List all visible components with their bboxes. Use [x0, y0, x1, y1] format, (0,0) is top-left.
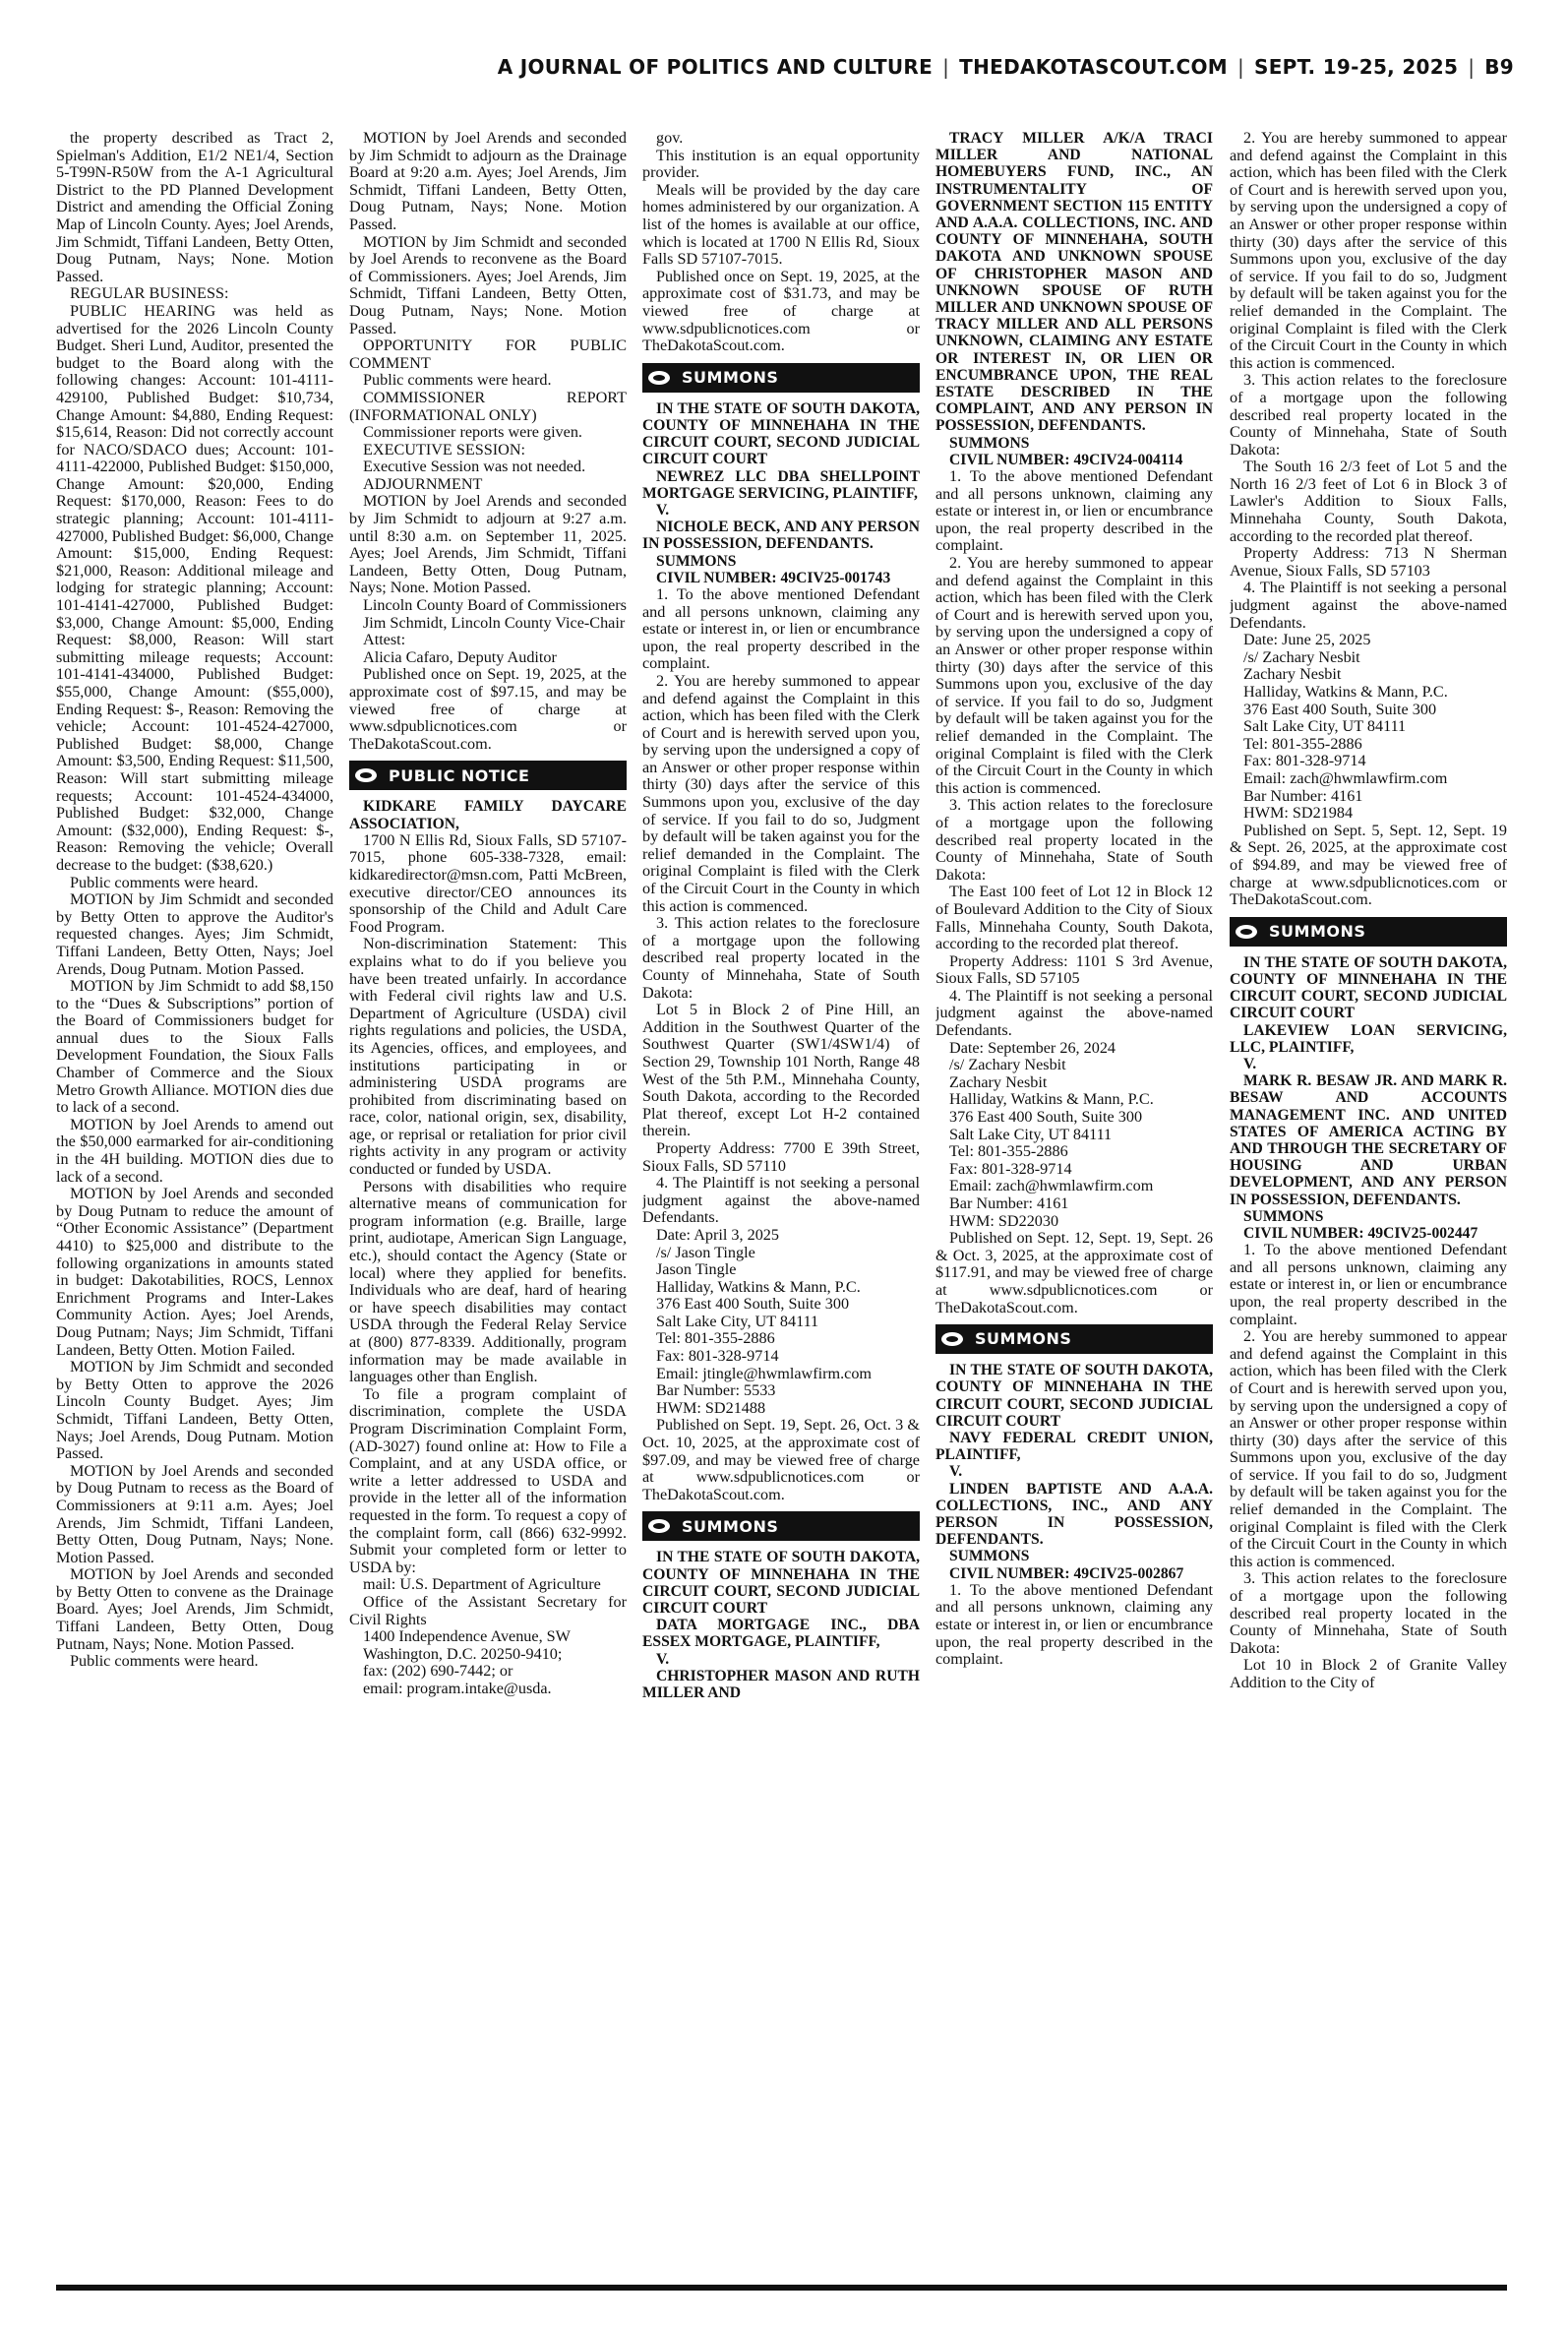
case-caption-line: CIVIL NUMBER: 49CIV24-004114 — [949, 451, 1183, 468]
notice-paragraph: 1. To the above mentioned Defendant and all persons unknown, claiming any estate or interest in, or lien or encumbrance upon, the real property described in the complaint. — [935, 467, 1213, 555]
case-caption-line: KIDKARE FAMILY DAYCARE ASSOCIATION, — [349, 798, 627, 832]
notice-paragraph: MOTION by Jim Schmidt and seconded by Betty Otten to approve the 2026 Lincoln County Budget. Ayes; Jim Schmidt, Tiffani Landeen, Betty Otten, Nays; Joel Arends, Doug Putnam. Motion Passed. — [56, 1358, 333, 1463]
case-caption-line: NICHOLE BECK, AND ANY PERSON IN POSSESSION, DEFENDANTS. — [642, 519, 920, 553]
notice-paragraph: MOTION by Joel Arends and seconded by Jim Schmidt to adjourn at 9:27 a.m. until 8:30 a.m. on September 11, 2025. Ayes; Joel Arends, Jim Schmidt, Tiffani Landeen, Betty Otten, Doug Putnam, Nays; None. Motion Passed. — [349, 492, 627, 597]
section-banner — [642, 363, 920, 393]
notice-paragraph: Salt Lake City, UT 84111 — [1243, 717, 1407, 736]
scout-logo-icon — [642, 1511, 676, 1541]
section-banner — [349, 761, 627, 790]
section-banner — [1230, 917, 1507, 947]
section-banner-label: SUMMONS — [682, 367, 779, 387]
section-banner — [642, 1511, 920, 1541]
notice-paragraph: 2. You are hereby summoned to appear and defend against the Complaint in this action, which has been filed with the Clerk of Court and is herewith served upon you, by serving upon the undersigned a copy of an Answer or other proper response within thirty (30) days after the service of this Summons upon you, exclusive of the day of service. If you fail to do so, Judgment by default will be taken against you for the relief demanded in the Complaint. The original Complaint is filed with the Clerk of the Circuit Court in the County in which this action is commenced. — [1230, 1327, 1507, 1570]
notice-paragraph: /s/ Zachary Nesbit — [1243, 647, 1360, 666]
notice-paragraph: HWM: SD21984 — [1243, 804, 1354, 823]
notice-paragraph: Email: zach@hwmlawfirm.com — [949, 1177, 1154, 1195]
scout-logo-icon — [935, 1324, 969, 1354]
notice-paragraph: 4. The Plaintiff is not seeking a personal judgment against the above-named Defendants. — [1230, 579, 1507, 632]
header-divider: | — [1468, 55, 1476, 79]
notice-paragraph: EXECUTIVE SESSION: — [363, 440, 526, 459]
notice-paragraph: Public comments were heard. — [70, 1652, 259, 1671]
header-divider: | — [942, 55, 950, 79]
notice-paragraph: Salt Lake City, UT 84111 — [949, 1125, 1113, 1143]
notice-paragraph: /s/ Zachary Nesbit — [949, 1056, 1066, 1074]
notice-paragraph: gov. — [656, 130, 684, 147]
notice-paragraph: Tel: 801-355-2886 — [656, 1329, 775, 1348]
section-banner-label: PUBLIC NOTICE — [389, 765, 530, 785]
case-caption-line: TRACY MILLER A/K/A TRACI MILLER AND NATIONAL HOMEBUYERS FUND, INC., AN INSTRUMENTALITY OF GOVERNMENT SECTION 115 ENTITY AND A.A.A. COLLECTIONS, INC. AND COUNTY OF MINNEHAHA, SOUTH DAKOTA AND UNKNOWN SPOUSE OF CHRISTOPHER MASON AND UNKNOWN SPOUSE OF RUTH MILLER AND UNKNOWN SPOUSE OF TRACY MILLER AND ALL PERSONS UNKNOWN, CLAIMING ANY ESTATE OR INTEREST IN, OR LIEN OR ENCUMBRANCE UPON, THE REAL ESTATE DESCRIBED IN THE COMPLAINT, AND ANY PERSON IN POSSESSION, DEFENDANTS. — [935, 130, 1213, 435]
site-url[interactable]: THEDAKOTASCOUT.COM — [959, 55, 1228, 79]
notice-paragraph: Published on Sept. 5, Sept. 12, Sept. 19 & Sept. 26, 2025, at the approximate cost of $94.89, and may be viewed free of charge at www.sdpublicnotices.com or TheDakotaScout.com. — [1230, 821, 1507, 909]
notice-paragraph: Attest: — [363, 631, 406, 649]
notice-paragraph: 376 East 400 South, Suite 300 — [656, 1295, 850, 1314]
notice-paragraph: Published once on Sept. 19, 2025, at the approximate cost of $97.15, and may be viewed free of charge at www.sdpublicnotices.com or TheDakotaScout.com. — [349, 665, 627, 753]
notice-paragraph: Date: April 3, 2025 — [656, 1225, 779, 1244]
case-caption-line: V. — [1243, 1055, 1257, 1072]
issue-dates: SEPT. 19-25, 2025 — [1254, 55, 1459, 79]
notice-paragraph: Meals will be provided by the day care homes administered by our organization. A list of the homes is available at our office, which is located at 1700 N Ellis Rd, Sioux Falls SD 57107-7015. — [642, 180, 920, 269]
notice-paragraph: HWM: SD21488 — [656, 1398, 766, 1417]
notice-paragraph: Public comments were heard. — [70, 873, 259, 891]
notice-paragraph: Lot 5 in Block 2 of Pine Hill, an Addition in the Southwest Quarter of the Southwest Quarter (SW1/4SW1/4) of Section 29, Township 101 North, Range 48 West of the 5th P.M., Minnehaha County, South Dakota, according to the Recorded Plat thereof, except Lot H-2 contained therein. — [642, 1001, 920, 1140]
notice-paragraph: Bar Number: 5533 — [656, 1381, 776, 1400]
notice-paragraph: Non-discrimination Statement: This explains what to do if you believe you have been treated unfairly. In accordance with Federal civil rights law and U.S. Department of Agriculture (USDA) civil rights regulations and policies, the USDA, its Agencies, offices, and employees, and institutions participating in or administering USDA programs are prohibited from discriminating based on race, color, national origin, sex, disability, age, or reprisal or retaliation for prior civil rights activity in any program or activity conducted or funded by USDA. — [349, 935, 627, 1179]
column-3 — [642, 130, 920, 2283]
notice-paragraph: The East 100 feet of Lot 12 in Block 12 of Boulevard Addition to the City of Sioux Falls, Minnehaha County, South Dakota, according to the recorded plat thereof. — [935, 883, 1213, 953]
notice-paragraph: 1400 Independence Avenue, SW — [363, 1627, 571, 1646]
notice-paragraph: Halliday, Watkins & Mann, P.C. — [949, 1090, 1154, 1109]
case-caption-line: CIVIL NUMBER: 49CIV25-001743 — [656, 569, 891, 586]
case-caption-line: NAVY FEDERAL CREDIT UNION, PLAINTIFF, — [935, 1429, 1213, 1464]
notice-paragraph: 1. To the above mentioned Defendant and all persons unknown, claiming any estate or interest in, or lien or encumbrance upon, the real property described in the complaint. — [642, 584, 920, 673]
column-4 — [935, 130, 1213, 2283]
notice-paragraph: MOTION by Joel Arends to amend out the $50,000 earmarked for air-conditioning in the 4H building. MOTION dies due to lack of a second. — [56, 1115, 333, 1186]
page-header — [39, 49, 1514, 85]
notice-paragraph: MOTION by Joel Arends and seconded by Doug Putnam to recess as the Board of Commissioners at 9:11 a.m. Ayes; Joel Arends, Jim Schmidt, Tiffani Landeen, Betty Otten, Doug Putnam, Nays; None. Motion Passed. — [56, 1461, 333, 1566]
notice-paragraph: Fax: 801-328-9714 — [656, 1347, 779, 1366]
case-caption-line: V. — [949, 1463, 963, 1481]
notice-paragraph: 2. You are hereby summoned to appear and defend against the Complaint in this action, which has been filed with the Clerk of Court and is herewith served upon you, by serving upon the undersigned a copy of an Answer or other proper response within thirty (30) days after the service of this Summons upon you, exclusive of the day of service. If you fail to do so, Judgment by default will be taken against you for the relief demanded in the Complaint. The original Complaint is filed with the Clerk of the Circuit Court in the County in which this action is commenced. — [1230, 130, 1507, 372]
bottom-rule — [56, 2285, 1507, 2291]
column-5 — [1230, 130, 1507, 2283]
notice-paragraph: fax: (202) 690-7442; or — [363, 1662, 513, 1681]
section-banner-label: SUMMONS — [1269, 921, 1366, 941]
notice-paragraph: Office of the Assistant Secretary for Civil Rights — [349, 1592, 627, 1628]
notice-paragraph: Persons with disabilities who require alternative means of communication for program information (e.g. Braille, large print, audiotape, American Sign Language, etc.), should contact the Agency (State or local) where they applied for benefits. Individuals who are deaf, hard of hearing or have speech disabilities may contact USDA through the Federal Relay Service at (800) 877-8339. Additionally, program information may be made available in languages other than English. — [349, 1177, 627, 1386]
notice-paragraph: 3. This action relates to the foreclosure of a mortgage upon the following described real property located in the County of Minnehaha, State of South Dakota: — [1230, 371, 1507, 459]
notice-paragraph: MOTION by Joel Arends and seconded by Jim Schmidt to adjourn as the Drainage Board at 9:20 a.m. Ayes; Joel Arends, Jim Schmidt, Tiffani Landeen, Betty Otten, Doug Putnam, Nays; None. Motion Passed. — [349, 130, 627, 233]
column-1 — [56, 130, 333, 2283]
notice-paragraph: Published once on Sept. 19, 2025, at the approximate cost of $31.73, and may be viewed free of charge at www.sdpublicnotices.com or TheDakotaScout.com. — [642, 267, 920, 355]
notice-paragraph: mail: U.S. Department of Agriculture — [363, 1575, 601, 1594]
notice-paragraph: PUBLIC HEARING was held as advertised for the 2026 Lincoln County Budget. Sheri Lund, Auditor, presented the budget to the Board along with the following changes: Account: 101-4111-429100, Published Budget: $10,734, Change Amount: $4,880, Ending Request: $15,614, Reason: Did not correctly account for NACO/SDACO dues; Account: 101-4111-422000, Published Budget: $150,000, Change Amount: $20,000, Ending Request: $170,000, Reason: Fees to do strategic planning; Account: 101-4111-427000, Published Budget: $6,000, Change Amount: $15,000, Ending Request: $21,000, Reason: Additional mileage and lodging for strategic planning; Account: 101-4141-427000, Published Budget: $3,000, Change Amount: $5,000, Ending Request: $8,000, Reason: Will start submitting mileage requests; Account: 101-4141-434000, Published Budget: $55,000, Change Amount: ($55,000), Ending Request: $-, Reason: Removing the vehicle; Account: 101-4524-427000, Published Budget: $8,000, Change Amount: $3,500, Ending Request: $11,500, Reason: Will start submitting mileage requests; Account: 101-4524-434000, Published Budget: $32,000, Change Amount: ($32,000), Ending Request: $-, Reason: Removing the vehicle; Overall decrease to the budget: ($38,620.) — [56, 301, 333, 874]
scout-logo-icon — [349, 761, 383, 790]
notice-paragraph: Lincoln County Board of Commissioners — [363, 596, 627, 615]
notice-paragraph: This institution is an equal opportunity provider. — [642, 146, 920, 182]
case-caption-line: V. — [656, 1650, 670, 1668]
case-caption-line: CIVIL NUMBER: 49CIV25-002447 — [1243, 1224, 1478, 1242]
section-banner-label: SUMMONS — [682, 1516, 779, 1536]
case-caption-line: V. — [656, 501, 670, 519]
notice-paragraph: Property Address: 7700 E 39th Street, Sioux Falls, SD 57110 — [642, 1138, 920, 1175]
notice-paragraph: HWM: SD22030 — [949, 1211, 1059, 1230]
scout-logo-icon — [642, 363, 676, 393]
notice-paragraph: MOTION by Jim Schmidt to add $8,150 to the “Dues & Subscriptions” portion of the Board of Commissioners budget for annual dues to the Sioux Falls Development Foundation, the Sioux Falls Chamber of Commerce and the Sioux Metro Growth Alliance. MOTION dies due to lack of a second. — [56, 977, 333, 1117]
notice-paragraph: /s/ Jason Tingle — [656, 1243, 755, 1261]
case-caption-line: LAKEVIEW LOAN SERVICING, LLC, PLAINTIFF, — [1230, 1021, 1507, 1056]
notice-paragraph: MOTION by Joel Arends and seconded by Betty Otten to convene as the Drainage Board. Ayes; Joel Arends, Jim Schmidt, Tiffani Landeen, Betty Otten, Doug Putnam, Nays; None. Motion Passed. — [56, 1565, 333, 1653]
notice-paragraph: 2. You are hereby summoned to appear and defend against the Complaint in this action, which has been filed with the Clerk of Court and is herewith served upon you, by serving upon the undersigned a copy of an Answer or other proper response within thirty (30) days after the service of this Summons upon you, exclusive of the day of service. If you fail to do so, Judgment by default will be taken against you for the relief demanded in the Complaint. The original Complaint is filed with the Clerk of the Circuit Court in the County in which this action is commenced. — [935, 554, 1213, 797]
notice-paragraph: 1. To the above mentioned Defendant and all persons unknown, claiming any estate or interest in, or lien or encumbrance upon, the real property described in the complaint. — [1230, 1241, 1507, 1328]
notice-paragraph: To file a program complaint of discrimination, complete the USDA Program Discrimination Complaint Form, (AD-3027) found online at: How to File a Complaint, and at any USDA office, or write a letter addressed to USDA and provide in the letter all of the information requested in the form. To request a copy of the complaint form, call (866) 632-9992. Submit your completed form or letter to USDA by: — [349, 1384, 627, 1576]
case-caption-line: IN THE STATE OF SOUTH DAKOTA, COUNTY OF MINNEHAHA IN THE CIRCUIT COURT, SECOND JUDICIAL CIRCUIT COURT — [1230, 953, 1507, 1022]
notice-paragraph: the property described as Tract 2, Spielman's Addition, E1/2 NE1/4, Section 5-T99N-R50W from the A-1 Agricultural District to the PD Planned Development District and amending the Official Zoning Map of Lincoln County. Ayes; Joel Arends, Jim Schmidt, Tiffani Landeen, Betty Otten, Doug Putnam, Nays; None. Motion Passed. — [56, 130, 333, 285]
notice-paragraph: 3. This action relates to the foreclosure of a mortgage upon the following described real property located in the County of Minnehaha, State of South Dakota: — [642, 914, 920, 1002]
notice-paragraph: The South 16 2/3 feet of Lot 5 and the North 16 2/3 feet of Lot 6 in Block 3 of Lawler's Addition to Sioux Falls, Minnehaha County, South Dakota, according to the recorded plat thereof. — [1230, 458, 1507, 545]
notice-paragraph: Published on Sept. 12, Sept. 19, Sept. 26 & Oct. 3, 2025, at the approximate cost of $117.91, and may be viewed free of charge at www.sdpublicnotices.com or TheDakotaScout.com. — [935, 1229, 1213, 1316]
case-caption-line: SUMMONS — [949, 1548, 1030, 1565]
case-caption-line: SUMMONS — [656, 552, 737, 570]
column-2 — [349, 130, 627, 2283]
case-caption-line: NEWREZ LLC DBA SHELLPOINT MORTGAGE SERVICING, PLAINTIFF, — [642, 467, 920, 502]
notice-paragraph: Fax: 801-328-9714 — [949, 1159, 1072, 1178]
notice-paragraph: Jim Schmidt, Lincoln County Vice-Chair — [363, 613, 626, 632]
notice-paragraph: email: program.intake@usda. — [363, 1679, 552, 1697]
case-caption-line: IN THE STATE OF SOUTH DAKOTA, COUNTY OF MINNEHAHA IN THE CIRCUIT COURT, SECOND JUDICIAL CIRCUIT COURT — [642, 399, 920, 468]
notice-paragraph: MOTION by Joel Arends and seconded by Doug Putnam to reduce the amount of “Other Economic Assistance” (Department 4410) to $25,000 and distribute to the following organizations in amounts stated in budget: Dakotabilities, ROCS, Lennox Enrichment Programs and Inter-Lakes Community Action. Ayes; Joel Arends, Doug Putnam; Nays; Jim Schmidt, Tiffani Landeen, Betty Otten. Motion Failed. — [56, 1185, 333, 1359]
case-caption-line: MARK R. BESAW JR. AND MARK R. BESAW AND ACCOUNTS MANAGEMENT INC. AND UNITED STATES OF AMERICA ACTING BY AND THROUGH THE SECRETARY OF HOUSING AND URBAN DEVELOPMENT, AND ANY PERSON IN POSSESSION, DEFENDANTS. — [1230, 1072, 1507, 1208]
notice-paragraph: Bar Number: 4161 — [949, 1194, 1069, 1212]
notice-paragraph: 3. This action relates to the foreclosure of a mortgage upon the following described real property located in the County of Minnehaha, State of South Dakota: — [1230, 1569, 1507, 1657]
notice-paragraph: Commissioner reports were given. — [363, 423, 582, 442]
notice-paragraph: Tel: 801-355-2886 — [1243, 734, 1362, 753]
notice-paragraph: Executive Session was not needed. — [363, 458, 586, 476]
case-caption-line: SUMMONS — [1243, 1207, 1324, 1225]
notice-paragraph: Lot 10 in Block 2 of Granite Valley Addition to the City of — [1230, 1656, 1507, 1692]
notice-paragraph: COMMISSIONER REPORT (INFORMATIONAL ONLY) — [349, 388, 627, 424]
notice-paragraph: OPPORTUNITY FOR PUBLIC COMMENT — [349, 337, 627, 372]
notice-paragraph: Salt Lake City, UT 84111 — [656, 1312, 819, 1330]
notice-paragraph: Bar Number: 4161 — [1243, 786, 1363, 805]
notice-paragraph: Washington, D.C. 20250-9410; — [363, 1644, 563, 1663]
notice-paragraph: Date: June 25, 2025 — [1243, 631, 1371, 649]
notice-paragraph: Halliday, Watkins & Mann, P.C. — [1243, 683, 1448, 701]
section-banner — [935, 1324, 1213, 1354]
notice-paragraph: 376 East 400 South, Suite 300 — [949, 1108, 1143, 1127]
notice-paragraph: 4. The Plaintiff is not seeking a personal judgment against the above-named Defendants. — [642, 1174, 920, 1227]
header-divider: | — [1236, 55, 1244, 79]
section-banner-label: SUMMONS — [975, 1329, 1072, 1349]
case-caption-line: SUMMONS — [949, 434, 1030, 452]
case-caption-line: LINDEN BAPTISTE AND A.A.A. COLLECTIONS, INC., AND ANY PERSON IN POSSESSION, DEFENDANTS. — [935, 1480, 1213, 1549]
notice-paragraph: Jason Tingle — [656, 1260, 737, 1279]
notice-paragraph: Tel: 801-355-2886 — [949, 1142, 1068, 1161]
scout-logo-icon — [1230, 917, 1263, 947]
case-caption-line: DATA MORTGAGE INC., DBA ESSEX MORTGAGE, PLAINTIFF, — [642, 1617, 920, 1651]
publication-tagline: A JOURNAL OF POLITICS AND CULTURE — [497, 55, 934, 79]
notice-paragraph: 1700 N Ellis Rd, Sioux Falls, SD 57107-7015, phone 605-338-7328, email: kidkaredirector@msn.com, Patti McBreen, executive director/CEO announces its sponsorship of the Child and Adult Care Food Program. — [349, 830, 627, 936]
notice-paragraph: Alicia Cafaro, Deputy Auditor — [363, 647, 557, 666]
notice-paragraph: ADJOURNMENT — [363, 474, 483, 493]
notice-paragraph: REGULAR BUSINESS: — [70, 284, 229, 303]
notice-paragraph: MOTION by Jim Schmidt and seconded by Joel Arends to reconvene as the Board of Commissioners. Ayes; Joel Arends, Jim Schmidt, Tiffani Landeen, Betty Otten, Doug Putnam, Nays; None. Motion Passed. — [349, 232, 627, 337]
case-caption-line: IN THE STATE OF SOUTH DAKOTA, COUNTY OF MINNEHAHA IN THE CIRCUIT COURT, SECOND JUDICIAL CIRCUIT COURT — [935, 1362, 1213, 1430]
notice-paragraph: Property Address: 713 N Sherman Avenue, Sioux Falls, SD 57103 — [1230, 544, 1507, 580]
notice-paragraph: Date: September 26, 2024 — [949, 1038, 1116, 1057]
notice-paragraph: 1. To the above mentioned Defendant and all persons unknown, claiming any estate or interest in, or lien or encumbrance upon, the real property described in the complaint. — [935, 1580, 1213, 1669]
notice-paragraph: Property Address: 1101 S 3rd Avenue, Sioux Falls, SD 57105 — [935, 951, 1213, 988]
case-caption-line: CIVIL NUMBER: 49CIV25-002867 — [949, 1564, 1184, 1582]
notice-paragraph: Published on Sept. 19, Sept. 26, Oct. 3 & Oct. 10, 2025, at the approximate cost of $97.09, and may be viewed free of charge at www.sdpublicnotices.com or TheDakotaScout.com. — [642, 1416, 920, 1503]
notice-paragraph: 376 East 400 South, Suite 300 — [1243, 700, 1437, 718]
case-caption-line: CHRISTOPHER MASON AND RUTH MILLER AND — [642, 1667, 920, 1702]
notice-paragraph: Public comments were heard. — [363, 371, 552, 390]
case-caption-line: IN THE STATE OF SOUTH DAKOTA, COUNTY OF MINNEHAHA IN THE CIRCUIT COURT, SECOND JUDICIAL CIRCUIT COURT — [642, 1549, 920, 1618]
notice-paragraph: Halliday, Watkins & Mann, P.C. — [656, 1277, 861, 1296]
notice-paragraph: Email: zach@hwmlawfirm.com — [1243, 768, 1448, 787]
page-number: B9 — [1484, 55, 1514, 79]
notice-paragraph: Zachary Nesbit — [1243, 665, 1342, 684]
notice-paragraph: 2. You are hereby summoned to appear and defend against the Complaint in this action, which has been filed with the Clerk of Court and is herewith served upon you, by serving upon the undersigned a copy of an Answer or other proper response within thirty (30) days after the service of this Summons upon you, exclusive of the day of service. If you fail to do so, Judgment by default will be taken against you for the relief demanded in the Complaint. The original Complaint is filed with the Clerk of the Circuit Court in the County in which this action is commenced. — [642, 671, 920, 915]
notice-paragraph: Zachary Nesbit — [949, 1072, 1048, 1091]
notice-paragraph: Email: jtingle@hwmlawfirm.com — [656, 1364, 873, 1382]
notice-paragraph: 3. This action relates to the foreclosure of a mortgage upon the following described real property located in the County of Minnehaha, State of South Dakota: — [935, 796, 1213, 884]
notice-paragraph: Fax: 801-328-9714 — [1243, 752, 1366, 770]
notice-paragraph: 4. The Plaintiff is not seeking a personal judgment against the above-named Defendants. — [935, 986, 1213, 1040]
notice-paragraph: MOTION by Jim Schmidt and seconded by Betty Otten to approve the Auditor's requested changes. Ayes; Jim Schmidt, Tiffani Landeen, Betty Otten, Nays; Joel Arends, Doug Putnam. Motion Passed. — [56, 890, 333, 978]
